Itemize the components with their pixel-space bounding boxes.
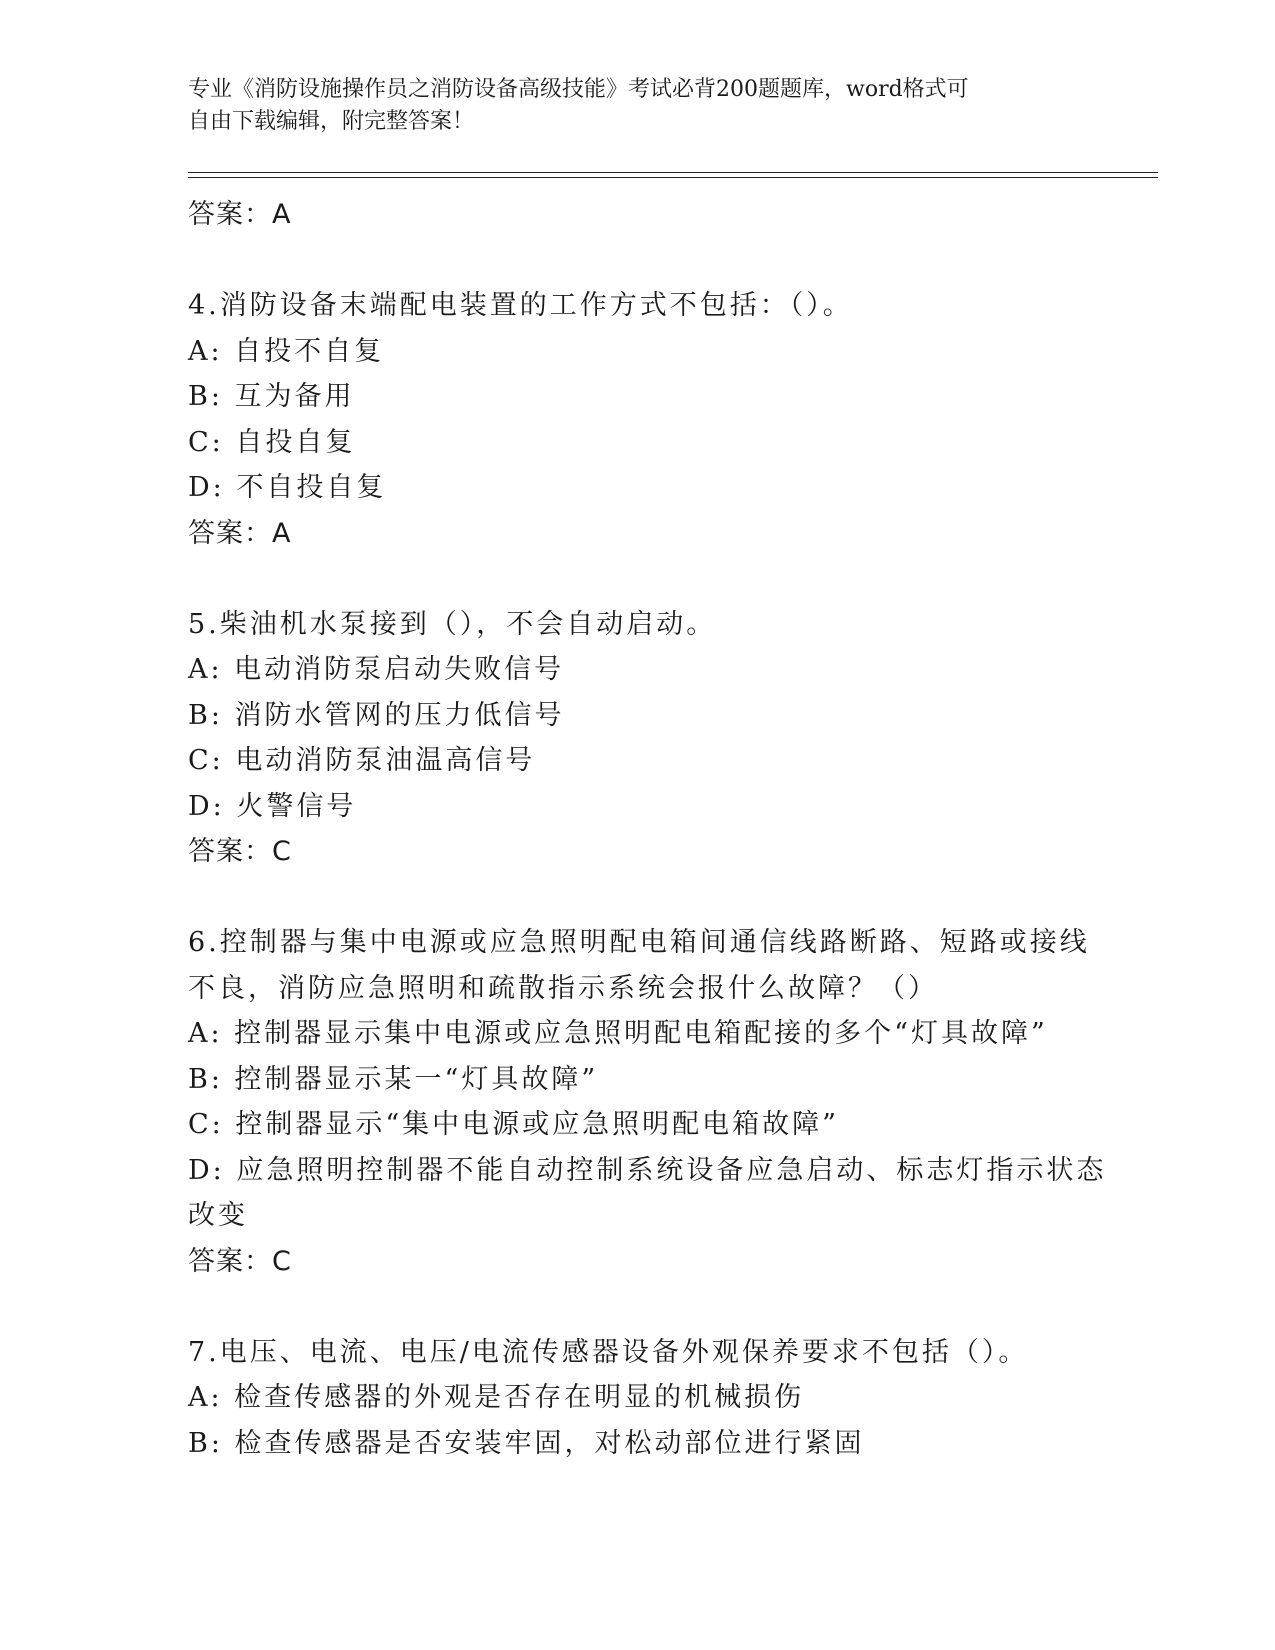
header-line-2: 自由下载编辑，附完整答案！ — [188, 109, 475, 134]
question-stem-continued: 不良，消防应急照明和疏散指示系统会报什么故障？（） — [188, 972, 938, 1004]
question-stem: 4.消防设备末端配电装置的工作方式不包括：（）。 — [188, 290, 853, 321]
option-b: B: 互为备用 — [188, 381, 355, 412]
option-d: D: 不自投自复 — [188, 472, 387, 503]
question-item — [188, 920, 1107, 1284]
question-item — [188, 602, 1088, 875]
answer-line: 答案：C — [188, 836, 292, 867]
option-a: A: 电动消防泵启动失败信号 — [188, 654, 565, 685]
question-item — [188, 283, 1088, 556]
option-c: C: 控制器显示“集中电源或应急照明配电箱故障” — [188, 1109, 839, 1140]
question-list — [188, 192, 1107, 1466]
header-divider-top — [188, 172, 1158, 173]
header-divider-bottom — [188, 177, 1158, 178]
answer-line: 答案：A — [188, 517, 292, 549]
question-item — [188, 1330, 1088, 1467]
option-a: A: 控制器显示集中电源或应急照明配电箱配接的多个“灯具故障” — [188, 1018, 1048, 1049]
option-b: B: 检查传感器是否安装牢固，对松动部位进行紧固 — [188, 1427, 865, 1459]
option-b: B: 控制器显示某一“灯具故障” — [188, 1063, 599, 1095]
option-a: A: 检查传感器的外观是否存在明显的机械损伤 — [188, 1382, 805, 1413]
option-d: D: 应急照明控制器不能自动控制系统设备应急启动、标志灯指示状态 — [188, 1154, 1107, 1186]
question-stem: 5.柴油机水泵接到（），不会自动启动。 — [188, 608, 717, 640]
option-c: C: 自投自复 — [188, 426, 356, 458]
document-header — [188, 74, 1068, 138]
option-d-continued: 改变 — [188, 1200, 248, 1231]
answer-line: 答案：C — [188, 1245, 292, 1277]
question-stem: 7.电压、电流、电压/电流传感器设备外观保养要求不包括（）。 — [188, 1336, 1029, 1368]
option-a: A: 自投不自复 — [188, 335, 385, 367]
header-line-1: 专业《消防设施操作员之消防设备高级技能》考试必背200题题库，word格式可 — [188, 77, 969, 102]
option-c: C: 电动消防泵油温高信号 — [188, 745, 536, 776]
option-b: B: 消防水管网的压力低信号 — [188, 699, 565, 731]
option-d: D: 火警信号 — [188, 790, 357, 822]
question-stem: 6.控制器与集中电源或应急照明配电箱间通信线路断路、短路或接线 — [188, 927, 1090, 958]
answer-line: 答案：A — [188, 199, 292, 230]
